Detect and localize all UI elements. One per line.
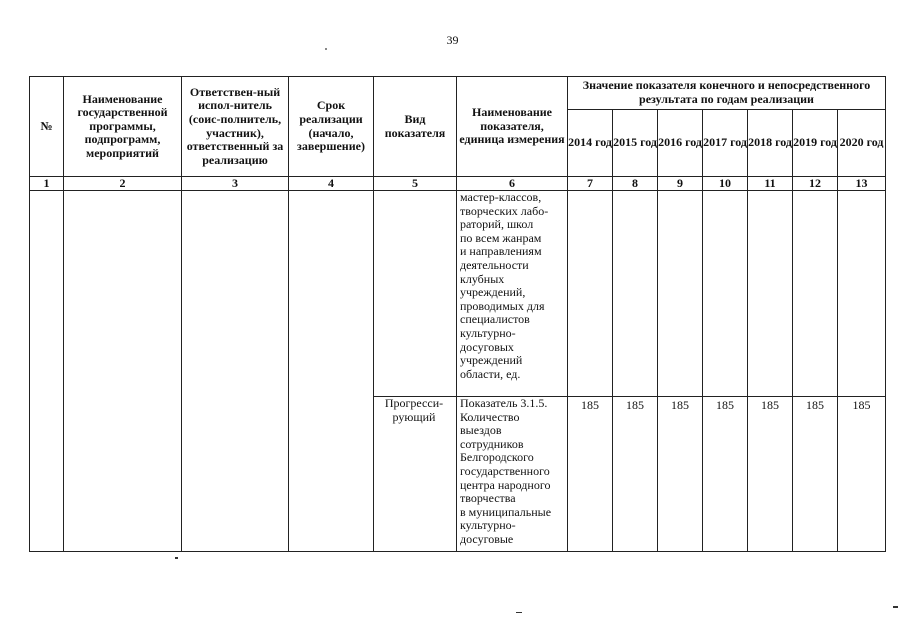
scan-speck (516, 612, 522, 613)
cell-value (568, 191, 613, 397)
cell-period (289, 191, 374, 552)
header-indicator-name: Наименование показателя, единица измерения (457, 77, 568, 177)
column-numbers-row (30, 177, 886, 191)
cell-indicator-type: Прогресси- рующий (374, 397, 457, 552)
column-number: 13 (838, 177, 886, 191)
cell-indicator-type (374, 191, 457, 397)
cell-num (30, 191, 64, 552)
cell-value (703, 191, 748, 397)
page-number: 39 (446, 33, 459, 47)
cell-indicator-name: мастер-классов, творческих лабо- раторий, школ по всем жанрам и направлениям деятельности клубных учреждений, проводимых для специалистов культурно- досуговых учреждений области, ед. (457, 191, 568, 397)
cell-indicator-name: Показатель 3.1.5. Количество выездов сотрудников Белгородского государственного центра народного творчества в муниципальные культурно- досуговые (457, 397, 568, 552)
header-indicator-type: Вид показателя (374, 77, 457, 177)
header-year: 2015 год (613, 110, 658, 177)
header-values-group: Значение показателя конечного и непосредственного результата по годам реализации (568, 77, 886, 110)
cell-value: 185 (703, 397, 748, 552)
cell-executor (182, 191, 289, 552)
cell-program (64, 191, 182, 552)
header-period: Срок реализации (начало, завершение) (289, 77, 374, 177)
cell-value: 185 (793, 397, 838, 552)
column-number: 1 (30, 177, 64, 191)
header-year: 2017 год (703, 110, 748, 177)
column-number: 5 (374, 177, 457, 191)
column-number: 8 (613, 177, 658, 191)
cell-value: 185 (568, 397, 613, 552)
cell-value (838, 191, 886, 397)
header-year: 2016 год (658, 110, 703, 177)
cell-value: 185 (658, 397, 703, 552)
column-number: 10 (703, 177, 748, 191)
column-number: 9 (658, 177, 703, 191)
cell-value (658, 191, 703, 397)
header-year: 2018 год (748, 110, 793, 177)
header-year: 2019 год (793, 110, 838, 177)
column-number: 4 (289, 177, 374, 191)
header-year: 2020 год (838, 110, 886, 177)
cell-value: 185 (613, 397, 658, 552)
indicators-table (29, 76, 886, 552)
header-executor: Ответствен-ный испол-нитель (соис-полнитель, участник), ответственный за реализацию (182, 77, 289, 177)
scan-speck (325, 48, 327, 50)
scan-speck (893, 606, 898, 608)
cell-value: 185 (748, 397, 793, 552)
header-year: 2014 год (568, 110, 613, 177)
header-num: № (30, 77, 64, 177)
column-number: 12 (793, 177, 838, 191)
cell-value (793, 191, 838, 397)
column-number: 11 (748, 177, 793, 191)
scan-speck (175, 557, 178, 559)
column-number: 2 (64, 177, 182, 191)
cell-value (613, 191, 658, 397)
column-number: 7 (568, 177, 613, 191)
header-program: Наименование государственной программы, подпрограмм, мероприятий (64, 77, 182, 177)
cell-value: 185 (838, 397, 886, 552)
table-row (30, 191, 886, 397)
cell-value (748, 191, 793, 397)
column-number: 6 (457, 177, 568, 191)
column-number: 3 (182, 177, 289, 191)
